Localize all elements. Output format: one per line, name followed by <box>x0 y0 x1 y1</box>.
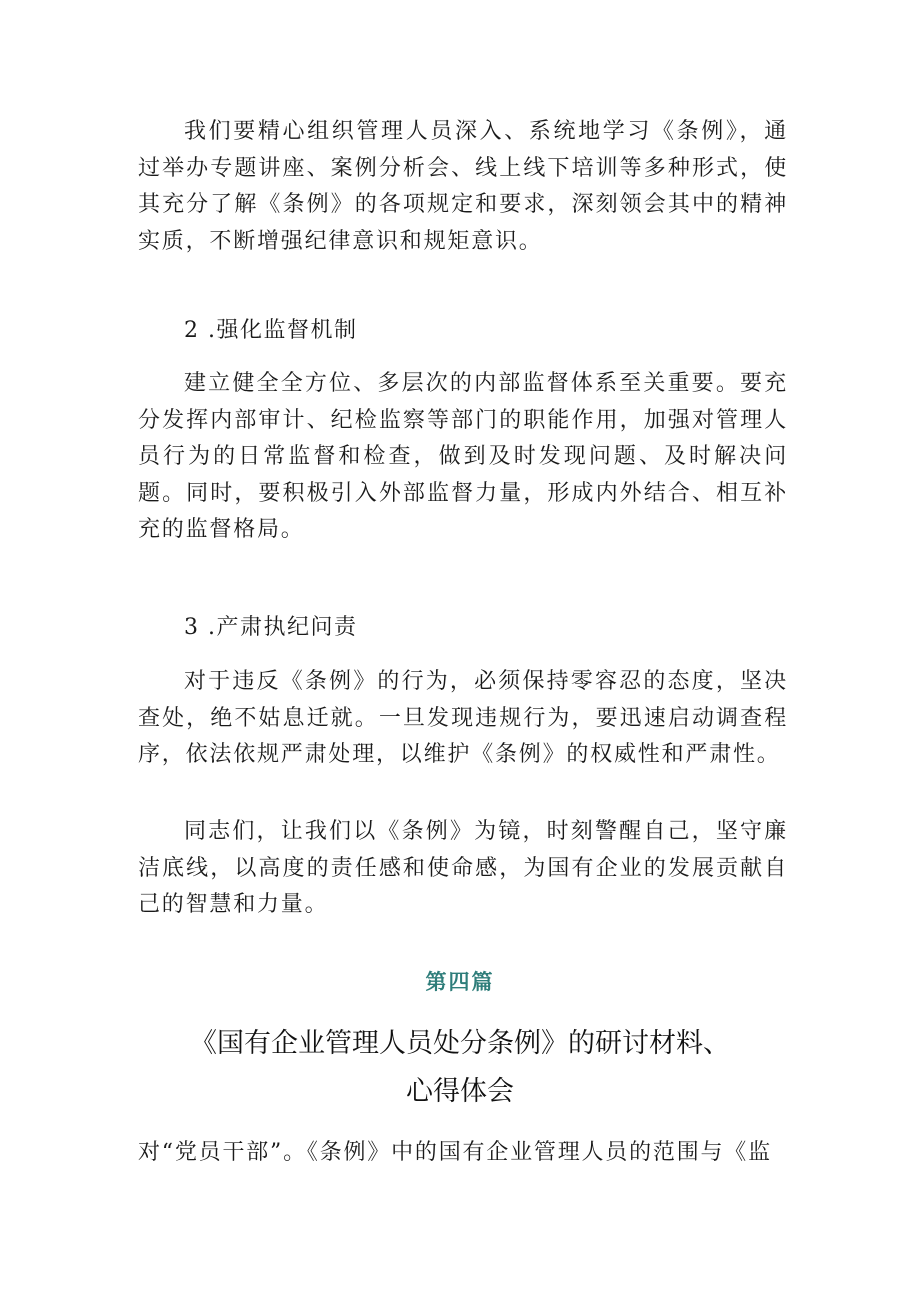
title-line-2: 心得体会 <box>406 1076 514 1107</box>
heading-discipline-accountability: 3 .产肃执纪问责 <box>184 615 358 640</box>
paragraph-closing-remarks: 同志们，让我们以《条例》为镜，时刻警醒自己，坚守廉洁底线，以高度的责任感和使命感，为国有企业的发展贡献自己的智慧和力量。 <box>138 819 788 917</box>
paragraph-zero-tolerance: 对于违反《条例》的行为，必须保持零容忍的态度，坚决查处，绝不姑息迁就。一旦发现违规行为，要迅速启动调查程序，依法依规严肃处理，以维护《条例》的权威性和严肃性。 <box>138 669 788 767</box>
document-title <box>180 1020 740 1116</box>
paragraph-supervision-system: 建立健全全方位、多层次的内部监督体系至关重要。要充分发挥内部审计、纪检监察等部门的职能作用，加强对管理人员行为的日常监督和检查，做到及时发现问题、及时解决问题。同时，要积极引入外部监督力量，形成内外结合、相互补充的监督格局。 <box>138 371 788 542</box>
section-label-part-four: 第四篇 <box>425 969 495 994</box>
title-line-1: 《国有企业管理人员处分条例》的研讨材料、 <box>190 1028 730 1059</box>
paragraph-party-cadres-start: 对“党员干部”。《条例》中的国有企业管理人员的范围与《监 <box>138 1140 772 1165</box>
paragraph-study-regulations: 我们要精心组织管理人员深入、系统地学习《条例》，通过举办专题讲座、案例分析会、线上线下培训等多种形式，使其充分了解《条例》的各项规定和要求，深刻领会其中的精神实质，不断增强纪律意识和规矩意识。 <box>138 119 788 254</box>
heading-strengthen-supervision: 2 .强化监督机制 <box>184 318 358 343</box>
